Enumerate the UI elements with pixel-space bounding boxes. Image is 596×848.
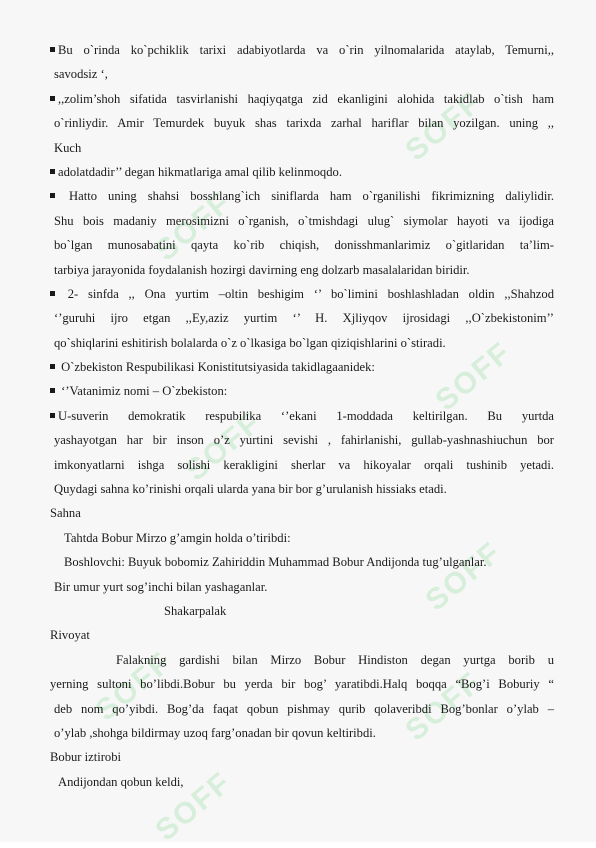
text-line (50, 526, 554, 550)
text-line (50, 648, 554, 672)
text-line (50, 672, 554, 696)
line-text: ‘’guruhi ijro etgan ,,Ey,aziz yurtim ‘’ H. Xjliyqov ijrosidagi ,,O`zbekistonim’’ (54, 311, 554, 326)
text-line (50, 209, 554, 233)
bullet-marker (50, 169, 55, 174)
text-line (50, 62, 554, 86)
text-line (50, 404, 554, 428)
line-text: Quydagi sahna ko’rinishi orqali ularda yana bir bor g’urulanish hissiaks etadi. (54, 482, 447, 497)
line-text: yashayotgan har bir inson o’z yurtini sevishi , fahirlanishi, gullab-yashnashiuchun bor (54, 433, 554, 448)
line-text: Boshlovchi: Buyuk bobomiz Zahiriddin Muhammad Bobur Andijonda tug’ulganlar. (64, 555, 487, 570)
text-line (50, 745, 554, 769)
text-line (50, 550, 554, 574)
watermark-text: SOFF (399, 665, 488, 748)
line-text: adolatdadir’’ degan hikmatlariga amal qilib kelinmoqdo. (58, 164, 342, 179)
text-line (50, 38, 554, 62)
text-line (50, 697, 554, 721)
line-text: U-suverin demokratik respubilika ‘’ekani 1-moddada keltirilgan. Bu yurtda (58, 408, 554, 423)
text-line (50, 331, 554, 355)
line-text: qo`shiqlarini eshitirish bolalarda o`z o`lkasiga bo`lgan qiziqishlarini o`stiradi. (54, 335, 446, 350)
text-line (50, 355, 554, 379)
line-text: Sahna (50, 506, 81, 521)
watermark-text: SOFF (149, 185, 238, 268)
line-text: Falakning gardishi bilan Mirzo Bobur Hindiston degan yurtga borib u (116, 652, 554, 667)
text-line (50, 575, 554, 599)
text-line (50, 136, 554, 160)
text-line (50, 428, 554, 452)
bullet-marker (50, 193, 55, 198)
line-text: savodsiz ‘, (54, 67, 108, 82)
text-line (50, 184, 554, 208)
line-text: ,,zolim’shoh sifatida tasvirlanishi haqiyqatga zid ekanligini alohida takidlab o`tish ham (58, 91, 554, 106)
text-line (50, 623, 554, 647)
line-text: Kuch (54, 140, 82, 155)
text-line (50, 770, 554, 794)
text-line (50, 379, 554, 403)
line-text: yerning sultoni bo’libdi.Bobur bu yerda bir bog’ yaratibdi.Halq boqqa “Bog’i Boburiy “ (50, 677, 554, 692)
watermark-text: SOFF (419, 535, 508, 618)
line-text: Shakarpalak (164, 603, 227, 618)
text-line (50, 306, 554, 330)
line-text: Bir umur yurt sog’inchi bilan yashaganlar. (54, 579, 268, 594)
bullet-marker (50, 364, 55, 369)
line-text: ‘’Vatanimiz nomi – O`zbekiston: (58, 384, 228, 399)
watermark-text: SOFF (89, 645, 178, 728)
line-text: Hatto uning shahsi bosshlang`ich siniflarda ham o`rganilishi fikrimizning daliylidir. (58, 189, 554, 204)
line-text: Bu o`rinda ko`pchiklik tarixi adabiyotlarda va o`rin yilnomalarida ataylab, Temurni,, (58, 43, 554, 57)
line-text: o`rinliydir. Amir Temurdek buyuk shas tarixda zarhal hariflar bilan yozilgan. uning ,, (54, 116, 554, 131)
line-text: Andijondan qobun keldi, (58, 774, 184, 789)
line-text: imkonyatlarni ishga solishi kerakligini sherlar va hikoyalar orqali tushinib yetadi. (54, 457, 554, 472)
text-line (50, 599, 554, 623)
bullet-marker (50, 96, 55, 101)
bullet-marker (50, 413, 55, 418)
line-text: 2- sinfda ,, Ona yurtim –oltin beshigim ‘’ bo`limini boshlashladan oldin ,,Shahzod (58, 286, 554, 301)
text-line (50, 721, 554, 745)
line-text: Bobur iztirobi (50, 750, 122, 765)
text-line (50, 160, 554, 184)
text-line (50, 87, 554, 111)
line-text: Rivoyat (50, 628, 90, 643)
document-body (50, 38, 554, 794)
watermark-text: SOFF (399, 85, 488, 168)
line-text: bo`lgan munosabatini qayta ko`rib chiqish, donisshmanlarimiz o`gitlaridan ta’lim- (54, 238, 554, 253)
line-text: o’ylab ,shohga bildirmay uzoq farg’onadan bir qovun keltiribdi. (54, 725, 376, 740)
text-line (50, 453, 554, 477)
text-line (50, 282, 554, 306)
watermark-text: SOFF (149, 765, 238, 848)
bullet-marker (50, 47, 55, 52)
line-text: Shu bois madaniy merosimizni o`rganish, o`tmishdagi ulug` siymolar hayoti va ijodiga (54, 213, 554, 228)
text-line (50, 233, 554, 257)
bullet-marker (50, 388, 55, 393)
line-text: Tahtda Bobur Mirzo g’amgin holda o’tiribdi: (64, 530, 291, 545)
watermark-text: SOFF (179, 405, 268, 488)
text-line (50, 501, 554, 525)
line-text: O`zbekiston Respubilikasi Konistitutsiyasida takidlagaanidek: (58, 360, 375, 375)
text-line (50, 111, 554, 135)
watermark-text: SOFF (429, 335, 518, 418)
bullet-marker (50, 291, 55, 296)
text-line (50, 477, 554, 501)
line-text: tarbiya jarayonida foydalanish hozirgi davirning eng dolzarb masalalaridan biridir. (54, 262, 470, 277)
line-text: deb nom qo’yibdi. Bog’da faqat qobun pishmay qurib qolaveribdi Bog’bonlar o’ylab – (54, 701, 554, 716)
text-line (50, 258, 554, 282)
